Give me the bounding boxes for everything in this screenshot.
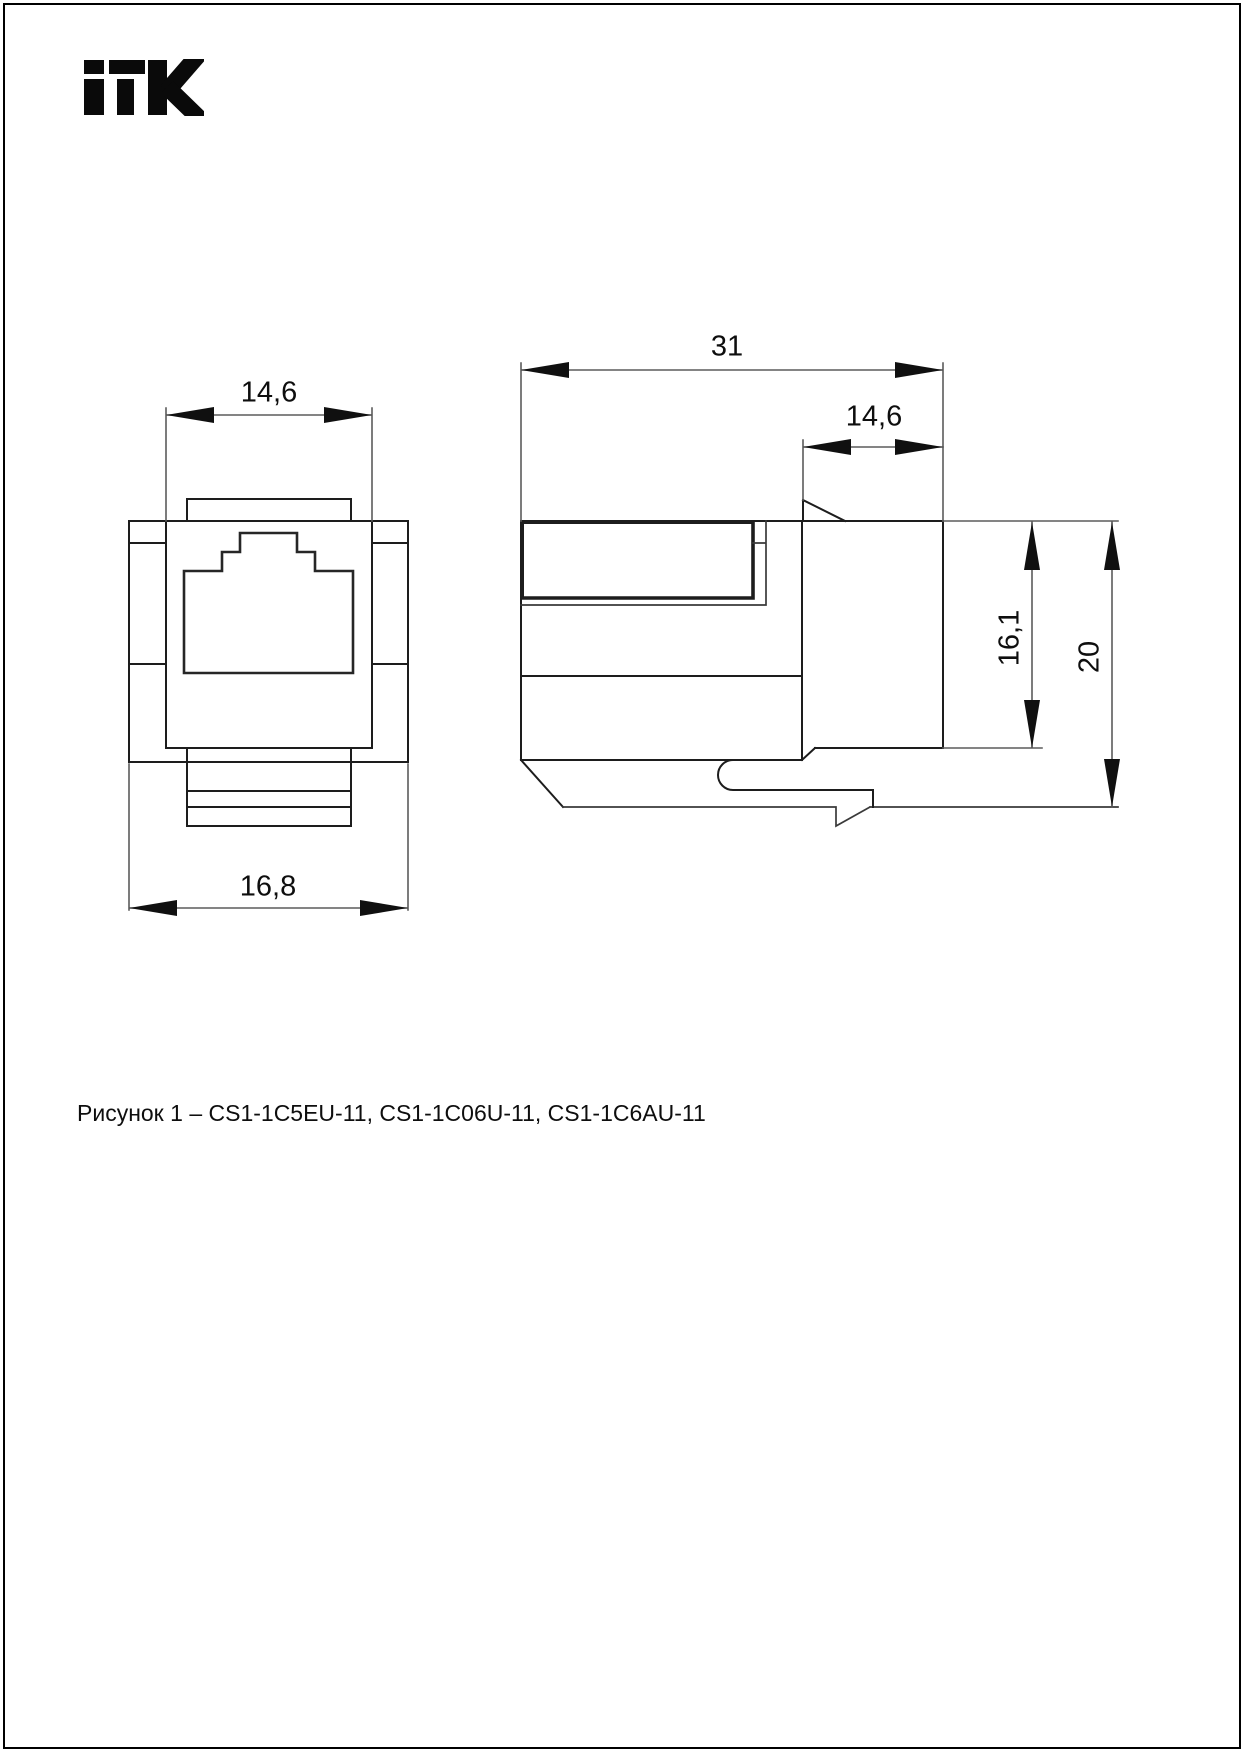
figure-caption: Рисунок 1 – CS1-1C5EU-11, CS1-1C06U-11, CS1-1C6AU-11 [77, 1100, 706, 1126]
dimension-label-side-latch-width: 14,6 [845, 400, 903, 433]
dimension-label-side-height-total: 20 [1073, 640, 1106, 674]
dimension-label-side-length: 31 [710, 330, 744, 363]
front-view-drawing [129, 407, 408, 916]
side-view-drawing [521, 362, 1120, 826]
dimension-label-side-height-inner: 16,1 [993, 609, 1026, 667]
dimension-label-front-width-bottom: 16,8 [239, 870, 297, 903]
dimension-label-front-width-top: 14,6 [240, 376, 298, 409]
